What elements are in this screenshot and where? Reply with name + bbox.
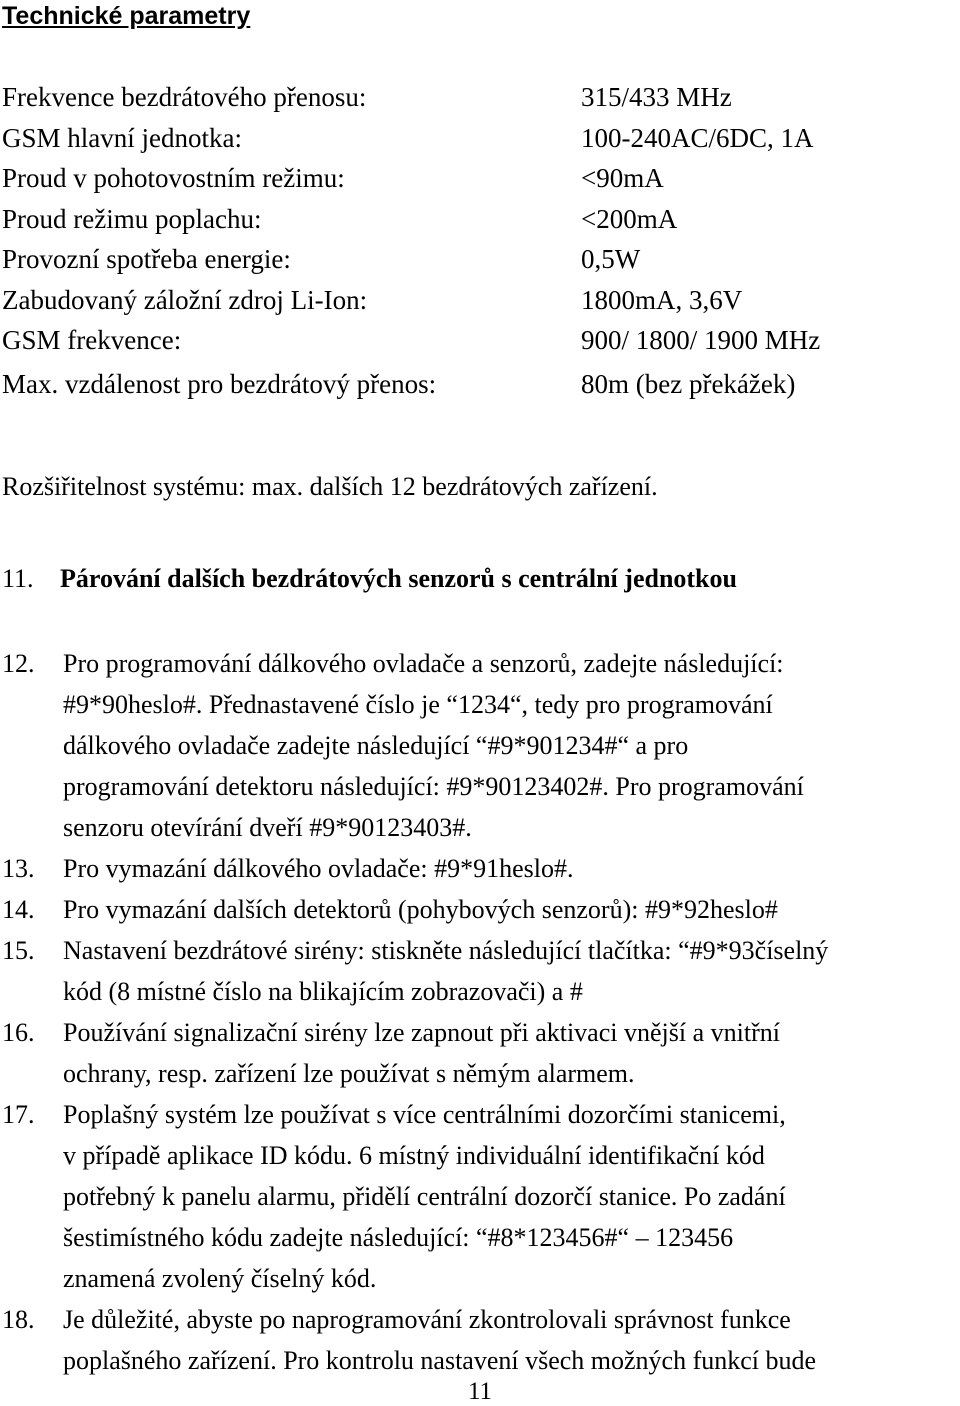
item-number: 13. — [2, 854, 35, 883]
instruction-list — [2, 643, 960, 1381]
list-item — [2, 930, 960, 1012]
item-line: Pro programování dálkového ovladače a senzorů, zadejte následující: — [63, 649, 784, 678]
param-label: Proud v pohotovostním režimu: — [2, 163, 345, 193]
param-label: Provozní spotřeba energie: — [2, 244, 291, 274]
list-item — [2, 889, 960, 930]
section-number: 11. — [2, 564, 34, 593]
item-number: 17. — [2, 1100, 35, 1129]
item-line: Pro vymazání dalších detektorů (pohybových senzorů): #9*92heslo# — [63, 895, 778, 924]
item-line: kód (8 místné číslo na blikajícím zobrazovači) a # — [63, 977, 583, 1006]
param-label: Max. vzdálenost pro bezdrátový přenos: — [2, 368, 437, 399]
param-value: 315/433 MHz — [581, 82, 732, 112]
item-line: programování detektoru následující: #9*90123402#. Pro programování — [63, 772, 804, 801]
param-value: 900/ 1800/ 1900 MHz — [581, 325, 821, 355]
param-row — [2, 80, 952, 121]
param-value: <200mA — [581, 203, 678, 234]
item-line: znamená zvolený číselný kód. — [63, 1264, 377, 1293]
item-line: senzoru otevírání dveří #9*90123403#. — [63, 813, 472, 842]
param-row — [2, 121, 952, 162]
item-line: šestimístného kódu zadejte následující: “#8*123456#“ – 123456 — [63, 1223, 734, 1252]
page-title: Technické parametry — [2, 2, 251, 30]
param-row — [2, 323, 952, 364]
param-row — [2, 367, 952, 408]
list-item — [2, 643, 960, 848]
section-title: Párování dalších bezdrátových senzorů s centrální jednotkou — [60, 564, 737, 593]
param-value: 100-240AC/6DC, 1A — [581, 122, 814, 153]
item-line: potřebný k panelu alarmu, přidělí centrální dozorčí stanice. Po zadání — [63, 1182, 786, 1211]
param-row — [2, 202, 952, 243]
item-line: poplašného zařízení. Pro kontrolu nastavení všech možných funkcí bude — [63, 1346, 817, 1375]
param-value: 1800mA, 3,6V — [581, 284, 743, 315]
param-value: <90mA — [581, 163, 664, 193]
list-item — [2, 1012, 960, 1094]
param-label: GSM frekvence: — [2, 325, 182, 355]
item-number: 15. — [2, 936, 35, 965]
item-line: Pro vymazání dálkového ovladače: #9*91heslo#. — [63, 854, 574, 883]
param-row — [2, 161, 952, 202]
param-label: Frekvence bezdrátového přenosu: — [2, 82, 367, 112]
item-line: dálkového ovladače zadejte následující “#9*901234#“ a pro — [63, 731, 689, 760]
item-number: 14. — [2, 895, 35, 924]
section-heading — [2, 562, 737, 596]
item-line: ochrany, resp. zařízení lze používat s němým alarmem. — [63, 1059, 635, 1088]
item-line: #9*90heslo#. Přednastavené číslo je “1234“, tedy pro programování — [63, 690, 773, 719]
param-label: Proud režimu poplachu: — [2, 203, 262, 234]
param-row — [2, 283, 952, 324]
param-value: 80m (bez překážek) — [581, 368, 796, 399]
item-number: 18. — [2, 1305, 35, 1334]
extensibility-note: Rozšiřitelnost systému: max. dalších 12 bezdrátových zařízení. — [2, 472, 658, 501]
param-label: Zabudovaný záložní zdroj Li-Ion: — [2, 284, 368, 315]
param-value: 0,5W — [581, 244, 641, 274]
item-line: Používání signalizační sirény lze zapnout při aktivaci vnější a vnitřní — [63, 1018, 780, 1047]
item-line: Nastavení bezdrátové sirény: stiskněte následující tlačítka: “#9*93číselný — [63, 936, 829, 965]
item-line: Poplašný systém lze používat s více centrálními dozorčími stanicemi, — [63, 1100, 786, 1129]
item-number: 12. — [2, 649, 35, 678]
page-number: 11 — [467, 1378, 493, 1405]
item-line: v případě aplikace ID kódu. 6 místný individuální identifikační kód — [63, 1141, 765, 1170]
item-number: 16. — [2, 1018, 35, 1047]
parameters-table — [2, 80, 952, 407]
list-item — [2, 848, 960, 889]
list-item — [2, 1094, 960, 1299]
param-label: GSM hlavní jednotka: — [2, 122, 242, 153]
param-row — [2, 242, 952, 283]
item-line: Je důležité, abyste po naprogramování zkontrolovali správnost funkce — [63, 1305, 791, 1334]
list-item — [2, 1299, 960, 1381]
